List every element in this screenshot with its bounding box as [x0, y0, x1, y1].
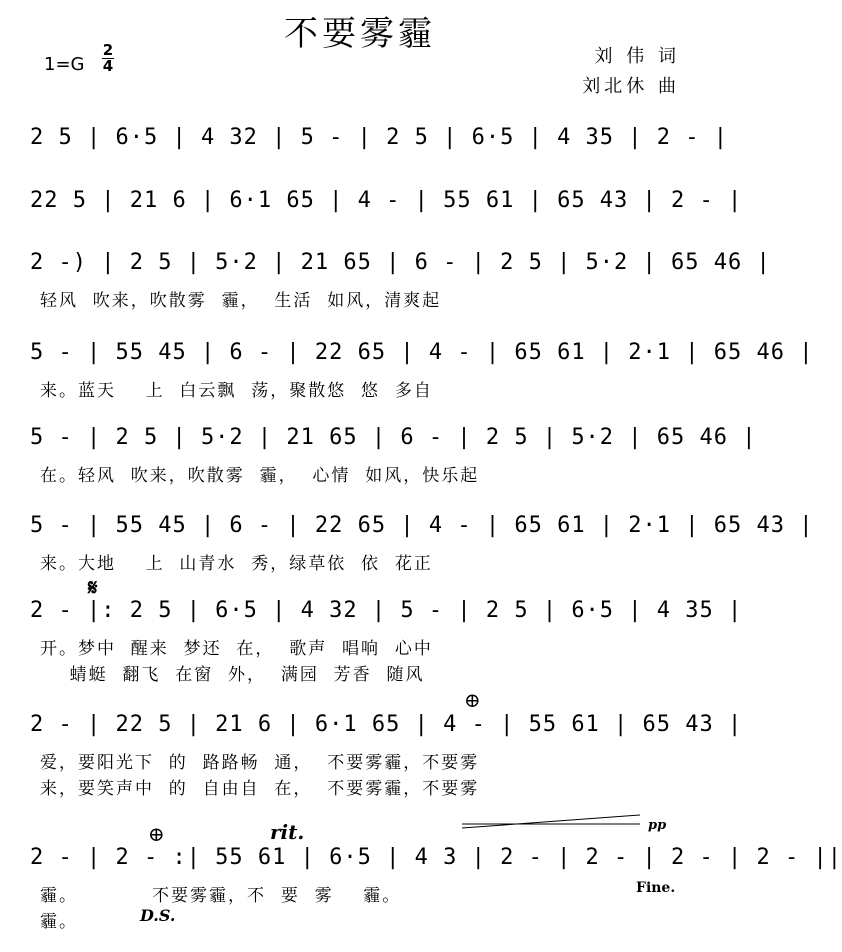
meter-bottom: 4	[102, 57, 114, 75]
fine-mark: Fine.	[636, 880, 676, 896]
lyric-line: 霾。 不要雾霾，不 要 雾 霾。	[40, 886, 402, 906]
coda-mark-1: ⊕	[464, 688, 481, 712]
lyric-line: 开。梦中 醒来 梦还 在， 歌声 唱响 心中	[40, 639, 433, 659]
segno-mark: 𝄋	[88, 575, 98, 601]
lyric-line: 来。蓝天 上 白云飘 荡，聚散悠 悠 多自	[40, 381, 433, 401]
lyric-line: 来，要笑声中 的 自由自 在， 不要雾霾，不要雾	[40, 779, 480, 799]
pp-mark: pp	[648, 818, 667, 833]
meter-top: 2	[102, 41, 114, 59]
notes-line: 2 5 | 6·5 | 4 32 | 5 - | 2 5 | 6·5 | 4 35 | 2 - |	[30, 125, 729, 150]
lyric-line: 爱，要阳光下 的 路路畅 通， 不要雾霾，不要雾	[40, 753, 480, 773]
lyric-line: 轻风 吹来，吹散雾 霾， 生活 如风，清爽起	[40, 291, 442, 311]
notes-line: 5 - | 55 45 | 6 - | 22 65 | 4 - | 65 61 | 2·1 | 65 43 |	[30, 513, 814, 538]
ds-mark: D.S.	[140, 906, 176, 925]
notes-line: 2 - |: 2 5 | 6·5 | 4 32 | 5 - | 2 5 | 6·5 | 4 35 |	[30, 598, 743, 623]
lyricist-credit: 刘 伟 词	[594, 46, 680, 67]
lyric-line: 在。轻风 吹来，吹散雾 霾， 心情 如风，快乐起	[40, 466, 480, 486]
composer-credit: 刘北休 曲	[582, 76, 680, 97]
coda-mark-2: ⊕	[148, 822, 165, 846]
notes-line: 2 -) | 2 5 | 5·2 | 21 65 | 6 - | 2 5 | 5·2 | 65 46 |	[30, 250, 771, 275]
notes-line: 5 - | 55 45 | 6 - | 22 65 | 4 - | 65 61 | 2·1 | 65 46 |	[30, 340, 814, 365]
lyric-line: 霾。	[40, 912, 78, 932]
rit-mark: rit.	[270, 820, 305, 844]
notes-line: 5 - | 2 5 | 5·2 | 21 65 | 6 - | 2 5 | 5·2 | 65 46 |	[30, 425, 757, 450]
lyric-line: 来。大地 上 山青水 秀，绿草依 依 花正	[40, 554, 433, 574]
key-signature: 1=G	[44, 54, 85, 75]
notes-line: 2 - | 22 5 | 21 6 | 6·1 65 | 4 - | 55 61 | 65 43 |	[30, 712, 743, 737]
notes-line: 22 5 | 21 6 | 6·1 65 | 4 - | 55 61 | 65 43 | 2 - |	[30, 188, 743, 213]
lyric-line: 蜻蜓 翻飞 在窗 外， 满园 芳香 随风	[40, 665, 425, 685]
song-title: 不要雾霾	[284, 14, 436, 54]
notes-line: 2 - | 2 - :| 55 61 | 6·5 | 4 3 | 2 - | 2 - | 2 - | 2 - ||	[30, 845, 842, 870]
